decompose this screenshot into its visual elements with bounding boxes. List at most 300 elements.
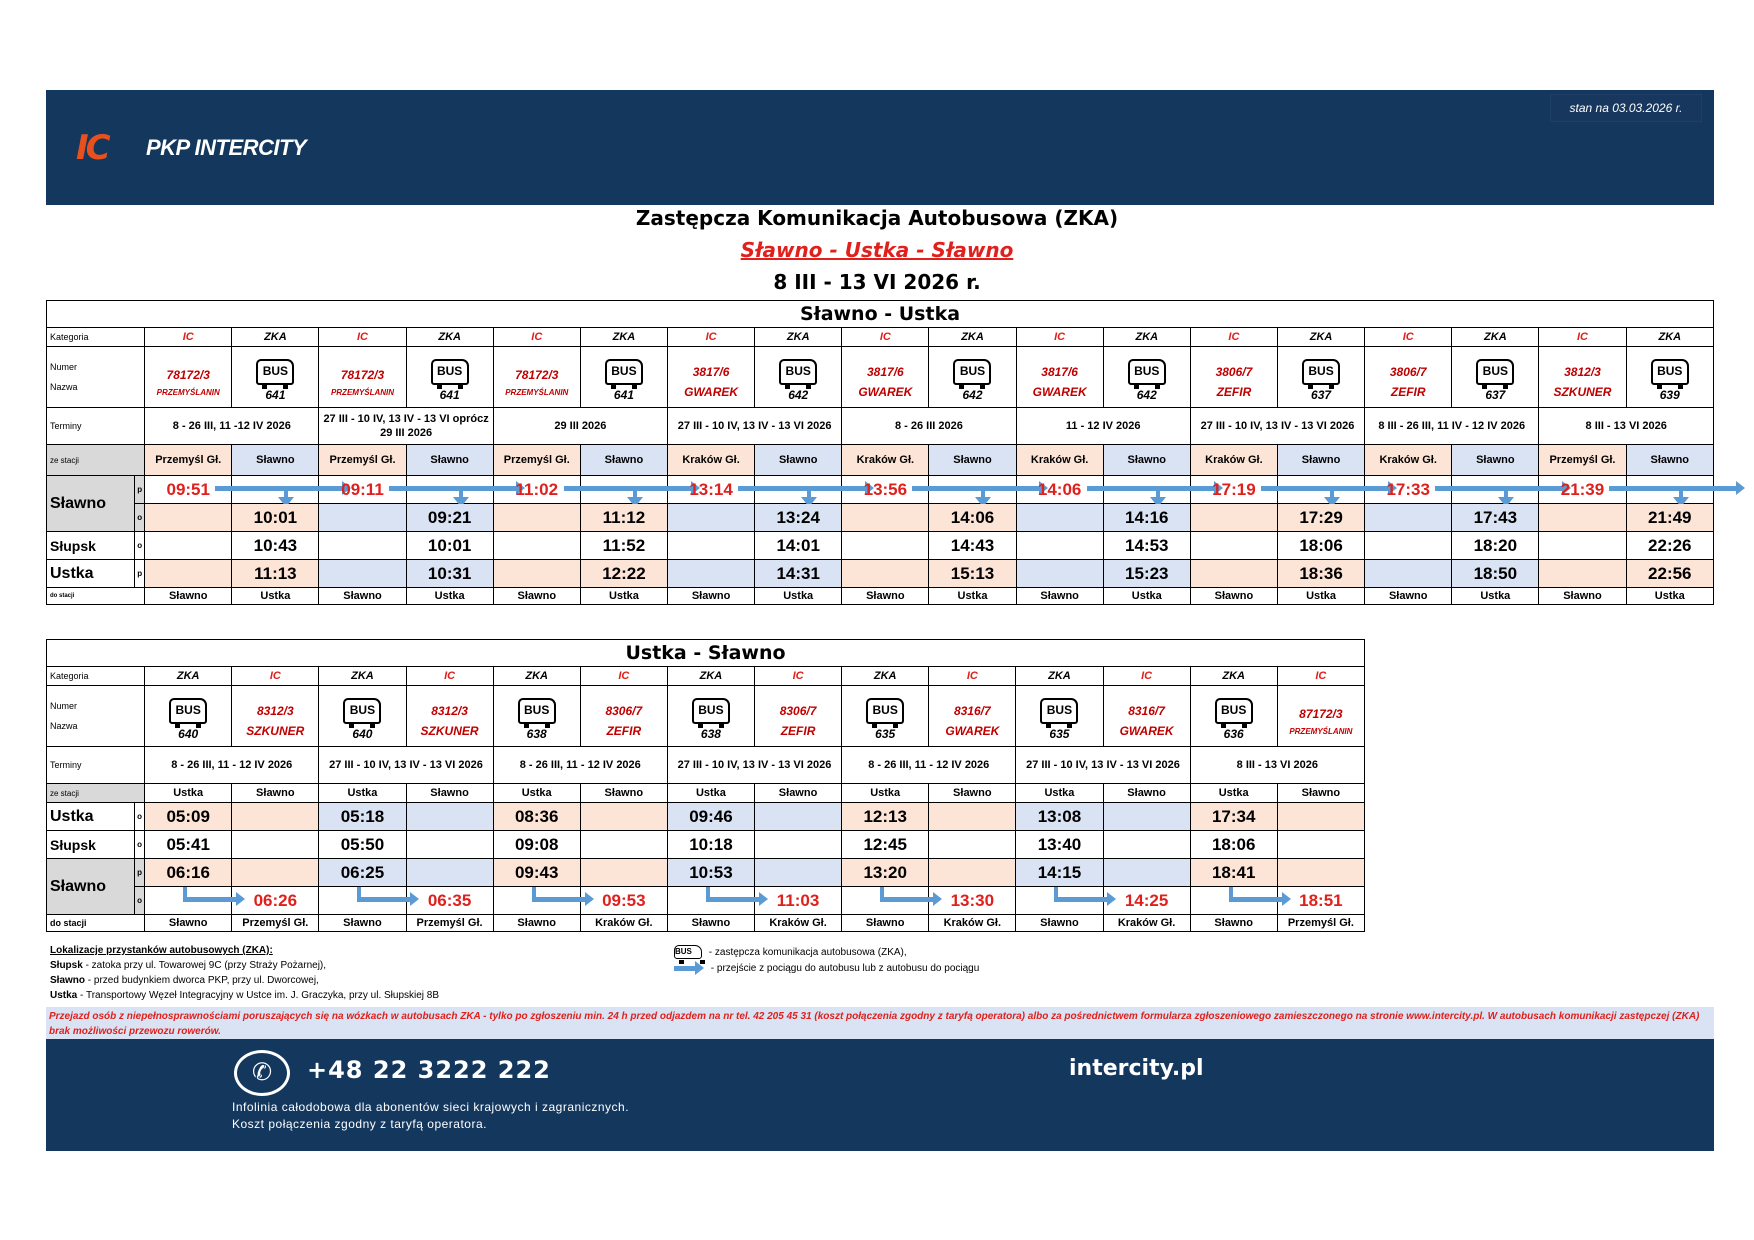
arr-dep-marker: o (135, 803, 145, 831)
train-name: SZKUNER (246, 724, 305, 738)
to-station: Ustka (232, 588, 319, 605)
arr-dep-marker: o (135, 887, 145, 915)
time-cell (667, 831, 754, 859)
to-station: Sławno (319, 915, 406, 932)
time-cell (668, 532, 755, 560)
departure-time: 09:46 (689, 806, 733, 826)
departure-time: 22:56 (1648, 563, 1692, 583)
time-cell (493, 831, 580, 859)
warning-text: Przejazd osób z niepełnosprawnościami poruszających się na wózkach w autobusach ZKA - tylko po zgłoszeniu min. 24 h przed odjazdem na nr tel. 42 205 45 31 (koszt połączenia zgodny z taryfą operatora) albo za pośrednictwem formularza zgłoszeniowego zamieszczonego na stronie www.intercity.pl. W autobusach komunikacji zastępczej (ZKA) brak możliwości przewozu rowerów. (49, 1011, 1700, 1037)
train-name: GWAREK (945, 724, 1000, 738)
locations-heading: Lokalizacje przystanków autobusowych (ZKA): (50, 945, 273, 956)
time-cell (1539, 504, 1626, 532)
arr-dep-marker: o (135, 504, 145, 532)
bus-stop-locations (50, 945, 670, 1001)
terminy-label: Terminy (47, 408, 145, 445)
time-cell (842, 476, 929, 504)
time-cell (667, 859, 754, 887)
time-cell (1103, 859, 1190, 887)
page-title: Zastępcza Komunikacja Autobusowa (ZKA) (635, 206, 1119, 230)
service-dates: 8 III - 13 VI 2026 (1539, 408, 1714, 445)
time-cell (1016, 560, 1103, 588)
train-name: GWAREK (858, 385, 913, 399)
header-banner (46, 90, 1714, 205)
transfer-arrow-down (1504, 486, 1508, 498)
train-number-cell (1016, 686, 1103, 747)
to-station: Sławno (145, 588, 232, 605)
category-cell: ZKA (1277, 328, 1364, 347)
kategoria-label: Kategoria (47, 667, 145, 686)
category-cell: ZKA (1452, 328, 1539, 347)
train-number: 8312/3 (431, 704, 468, 718)
to-station: Przemyśl Gł. (1277, 915, 1364, 932)
time-cell (1626, 532, 1713, 560)
departure-time: 05:41 (166, 834, 210, 854)
train-number: 3817/6 (867, 365, 904, 379)
category-cell: IC (493, 328, 580, 347)
pkp-intercity-logo: IC (76, 128, 108, 168)
from-station: Sławno (580, 445, 667, 476)
bus-icon: BUS (674, 945, 702, 959)
to-station: Sławno (1016, 588, 1103, 605)
time-cell (145, 803, 232, 831)
time-cell (1190, 803, 1277, 831)
train-number-cell (1277, 347, 1364, 408)
bus-number: 639 (1659, 387, 1680, 402)
transfer-arrow-down (1156, 486, 1160, 498)
departure-time: 14:43 (950, 535, 995, 555)
time-cell (406, 803, 493, 831)
time-cell (842, 859, 929, 887)
from-station: Sławno (232, 445, 319, 476)
to-station: Sławno (1539, 588, 1626, 605)
footer-banner (46, 1039, 1714, 1151)
time-cell (493, 887, 580, 915)
time-cell (1539, 560, 1626, 588)
category-cell: ZKA (1103, 328, 1190, 347)
transfer-arrow (1229, 897, 1283, 902)
bus-number: 641 (265, 387, 286, 402)
service-dates: 8 - 26 III 2026 (842, 408, 1016, 445)
time-cell (1365, 504, 1452, 532)
time-cell (319, 859, 406, 887)
transfer-arrow (532, 897, 586, 902)
from-station: Sławno (1626, 445, 1713, 476)
time-cell (842, 887, 929, 915)
to-station: Sławno (1016, 915, 1103, 932)
from-station: Kraków Gł. (842, 445, 929, 476)
time-cell (1190, 859, 1277, 887)
arr-dep-marker: p (135, 859, 145, 887)
from-station: Sławno (755, 784, 842, 803)
legend-bus-text: - zastępcza komunikacja autobusowa (ZKA), (708, 946, 907, 958)
time-cell (232, 560, 319, 588)
hotline-number[interactable]: +48 22 3222 222 (307, 1056, 551, 1084)
time-cell (929, 831, 1016, 859)
time-cell (1539, 476, 1626, 504)
to-station: Sławno (145, 915, 232, 932)
bus-icon: BUS (1128, 359, 1166, 385)
train-number: 3817/6 (692, 365, 730, 379)
train-number-cell (755, 686, 842, 747)
transfer-arrow (357, 897, 411, 902)
train-number-cell (842, 347, 929, 408)
departure-time: 06:16 (166, 862, 210, 882)
to-station: Kraków Gł. (1103, 915, 1190, 932)
time-cell (1016, 504, 1103, 532)
to-station: Sławno (667, 915, 754, 932)
transfer-arrow-down (284, 486, 288, 498)
train-number-cell (755, 347, 842, 408)
train-name: ZEFIR (606, 724, 642, 738)
departure-time: 06:25 (340, 862, 385, 882)
time-cell (1365, 560, 1452, 588)
departure-time: 21:39 (1560, 479, 1605, 499)
category-cell: IC (1016, 328, 1103, 347)
time-cell (1190, 504, 1277, 532)
train-number: 87172/3 (1299, 706, 1343, 721)
departure-time: 11:03 (776, 890, 820, 910)
time-cell (929, 476, 1016, 504)
ustka-location: - Transportowy Węzeł Integracyjny w Ustce im. J. Graczyka, przy ul. Słupskiej 8B (77, 990, 440, 1001)
departure-time: 17:33 (1386, 479, 1430, 499)
time-cell (929, 560, 1016, 588)
to-station: Sławno (668, 588, 755, 605)
time-cell (1277, 560, 1364, 588)
time-cell (145, 532, 232, 560)
time-cell (755, 504, 842, 532)
category-cell: IC (842, 328, 929, 347)
service-dates: 8 - 26 III, 11 -12 IV 2026 (145, 408, 319, 445)
time-cell (580, 532, 667, 560)
brand-name: PKP INTERCITY (146, 135, 307, 160)
bus-number: 635 (1049, 726, 1070, 741)
departure-time: 17:43 (1473, 507, 1518, 527)
bus-icon: BUS (1651, 359, 1689, 385)
bus-icon: BUS (692, 698, 730, 724)
time-cell (929, 504, 1016, 532)
train-name: GWAREK (1032, 385, 1087, 399)
time-cell (319, 887, 406, 915)
transfer-arrow-down (633, 486, 637, 498)
departure-time: 12:45 (863, 834, 907, 854)
to-station: Kraków Gł. (755, 915, 842, 932)
slupsk-label: Słupsk (50, 960, 83, 971)
from-station: Sławno (1277, 784, 1364, 803)
time-cell (755, 887, 842, 915)
numer-nazwa-label (47, 686, 145, 747)
train-number: 3812/3 (1564, 365, 1601, 379)
service-dates: 27 III - 10 IV, 13 IV - 13 VI 2026 (667, 747, 841, 784)
train-number-cell (1190, 347, 1277, 408)
time-cell (493, 504, 580, 532)
time-cell (406, 504, 493, 532)
service-dates: 27 III - 10 IV, 13 IV - 13 VI oprócz 29 III 2026 (319, 408, 493, 445)
kategoria-label: Kategoria (47, 328, 145, 347)
nazwa-label: Nazwa (50, 721, 78, 731)
time-cell (1365, 476, 1452, 504)
category-cell: IC (406, 667, 493, 686)
time-cell (319, 803, 406, 831)
transfer-arrow-down (1330, 486, 1334, 498)
train-number-cell (668, 347, 755, 408)
train-number: 78172/3 (340, 367, 385, 382)
station-name: Ustka (47, 803, 135, 831)
departure-time: 10:01 (427, 535, 472, 555)
time-cell (232, 887, 319, 915)
numer-nazwa-label (47, 347, 145, 408)
time-cell (580, 887, 667, 915)
to-station: Ustka (1452, 588, 1539, 605)
from-station: Sławno (1103, 784, 1190, 803)
departure-time: 14:15 (1037, 862, 1082, 882)
train-number-cell (406, 686, 493, 747)
departure-time: 14:06 (950, 507, 995, 527)
category-cell: ZKA (319, 667, 406, 686)
time-cell (1626, 504, 1713, 532)
terminy-label: Terminy (47, 747, 145, 784)
time-cell (668, 504, 755, 532)
train-number-cell (1539, 347, 1626, 408)
time-cell (145, 859, 232, 887)
from-station: Sławno (406, 784, 493, 803)
train-number-cell (929, 347, 1016, 408)
to-station: Sławno (319, 588, 406, 605)
time-cell (319, 831, 406, 859)
departure-time: 14:25 (1124, 890, 1169, 910)
hotline-info (232, 1099, 629, 1133)
service-dates: 27 III - 10 IV, 13 IV - 13 VI 2026 (319, 747, 493, 784)
to-station: Kraków Gł. (929, 915, 1016, 932)
departure-time: 18:06 (1299, 535, 1343, 555)
time-cell (755, 831, 842, 859)
time-cell (1626, 476, 1713, 504)
time-cell (667, 887, 754, 915)
to-station: Sławno (493, 915, 580, 932)
transfer-arrow-down (1679, 486, 1683, 498)
bus-icon: BUS (953, 359, 991, 385)
time-cell (1190, 887, 1277, 915)
category-cell: IC (1539, 328, 1626, 347)
to-station: Ustka (1103, 588, 1190, 605)
from-station: Ustka (145, 784, 232, 803)
time-cell (406, 831, 493, 859)
timetable-ustka-slawno (46, 639, 1365, 932)
timetable-slawno-ustka (46, 300, 1714, 605)
category-cell: ZKA (406, 328, 493, 347)
legend (674, 945, 1094, 979)
route-title: Sławno - Ustka - Sławno (740, 238, 1014, 262)
departure-time: 09:11 (341, 479, 384, 499)
time-cell (1277, 887, 1364, 915)
departure-time: 15:13 (950, 563, 995, 583)
time-cell (232, 476, 319, 504)
time-cell (1365, 532, 1452, 560)
time-cell (232, 859, 319, 887)
time-cell (1016, 532, 1103, 560)
category-cell: ZKA (493, 667, 580, 686)
train-number: 3806/7 (1215, 365, 1253, 379)
from-station: Sławno (232, 784, 319, 803)
departure-time: 22:26 (1648, 535, 1692, 555)
time-cell (1190, 831, 1277, 859)
time-cell (406, 560, 493, 588)
service-dates: 8 III - 26 III, 11 IV - 12 IV 2026 (1365, 408, 1539, 445)
transfer-arrow (183, 897, 237, 902)
departure-time: 13:20 (863, 862, 907, 882)
train-name: PRZEMYŚLANIN (156, 387, 220, 397)
hotline-info-line1: Infolinia całodobowa dla abonentów sieci krajowych i zagranicznych. (232, 1100, 630, 1114)
service-dates: 8 - 26 III, 11 - 12 IV 2026 (842, 747, 1016, 784)
train-number-cell (145, 347, 232, 408)
time-cell (580, 859, 667, 887)
time-cell (842, 803, 929, 831)
time-cell (1277, 476, 1364, 504)
from-station: Ustka (1016, 784, 1103, 803)
category-cell: ZKA (145, 667, 232, 686)
bus-number: 642 (788, 387, 809, 402)
train-number-cell (232, 686, 319, 747)
from-station: Przemyśl Gł. (493, 445, 580, 476)
departure-time: 17:19 (1212, 479, 1256, 499)
time-cell (145, 831, 232, 859)
time-cell (1626, 560, 1713, 588)
time-cell (232, 532, 319, 560)
departure-time: 14:53 (1125, 535, 1169, 555)
from-station: Ustka (1190, 784, 1277, 803)
category-cell: IC (580, 667, 667, 686)
departure-time: 11:13 (254, 563, 297, 583)
to-station: Sławno (842, 588, 929, 605)
category-cell: ZKA (1016, 667, 1103, 686)
bus-icon: BUS (343, 698, 381, 724)
time-cell (580, 803, 667, 831)
time-cell (493, 859, 580, 887)
time-cell (1103, 560, 1190, 588)
time-cell (406, 476, 493, 504)
time-cell (1452, 560, 1539, 588)
to-station: Ustka (755, 588, 842, 605)
from-station: Sławno (1277, 445, 1364, 476)
from-station-label: ze stacji (47, 784, 145, 803)
bus-icon: BUS (431, 359, 469, 385)
category-cell: IC (145, 328, 232, 347)
departure-time: 06:35 (427, 890, 472, 910)
from-station: Sławno (406, 445, 493, 476)
train-number: 8316/7 (1128, 704, 1165, 718)
departure-time: 05:18 (340, 806, 385, 826)
time-cell (580, 831, 667, 859)
departure-time: 11:02 (515, 479, 559, 499)
time-cell (755, 859, 842, 887)
time-cell (755, 532, 842, 560)
train-number: 3817/6 (1041, 365, 1078, 379)
bus-icon: BUS (779, 359, 817, 385)
departure-time: 14:01 (776, 535, 820, 555)
departure-time: 18:06 (1211, 834, 1256, 854)
from-station: Przemyśl Gł. (1539, 445, 1626, 476)
time-cell (1539, 532, 1626, 560)
departure-time: 10:01 (253, 507, 298, 527)
bus-icon: BUS (1215, 698, 1253, 724)
departure-time: 09:43 (514, 862, 559, 882)
train-number-cell (1626, 347, 1713, 408)
bus-number: 642 (962, 387, 983, 402)
transfer-arrow (1054, 897, 1108, 902)
bus-number: 642 (1136, 387, 1157, 402)
time-cell (232, 504, 319, 532)
from-station-label: ze stacji (47, 445, 145, 476)
category-cell: IC (232, 667, 319, 686)
time-cell (929, 803, 1016, 831)
time-cell (842, 831, 929, 859)
time-cell (842, 504, 929, 532)
departure-time: 09:21 (427, 507, 472, 527)
train-number: 8316/7 (953, 704, 991, 718)
time-cell (493, 560, 580, 588)
train-number-cell (1277, 686, 1364, 747)
time-cell (755, 476, 842, 504)
from-station: Kraków Gł. (1016, 445, 1103, 476)
bus-number: 636 (1223, 726, 1244, 741)
time-cell (1452, 476, 1539, 504)
to-station-label: do stacji (47, 915, 145, 932)
time-cell (1016, 831, 1103, 859)
time-cell (319, 504, 406, 532)
time-cell (1190, 532, 1277, 560)
departure-time: 09:08 (514, 834, 559, 854)
transfer-arrow-down (981, 486, 985, 498)
train-number: 78172/3 (166, 367, 210, 382)
from-station: Sławno (580, 784, 667, 803)
slupsk-location: - zatoka przy ul. Towarowej 9C (przy Straży Pożarnej), (82, 960, 327, 971)
to-station: Sławno (1190, 915, 1277, 932)
departure-time: 18:50 (1473, 563, 1518, 583)
section-title: Sławno - Ustka (47, 301, 1714, 328)
from-station: Sławno (755, 445, 842, 476)
category-cell: IC (755, 667, 842, 686)
website-link[interactable]: intercity.pl (1069, 1056, 1204, 1081)
time-cell (1103, 803, 1190, 831)
from-station: Ustka (842, 784, 929, 803)
departure-time: 12:13 (863, 806, 907, 826)
train-name: ZEFIR (1390, 385, 1426, 399)
departure-time: 06:26 (253, 890, 298, 910)
to-station: Ustka (929, 588, 1016, 605)
time-cell (406, 532, 493, 560)
departure-time: 13:30 (950, 890, 995, 910)
train-number: 3806/7 (1389, 365, 1427, 379)
time-cell (1452, 504, 1539, 532)
train-number-cell (493, 686, 580, 747)
category-cell: IC (929, 667, 1016, 686)
category-cell: ZKA (232, 328, 319, 347)
section-title: Ustka - Sławno (47, 640, 1365, 667)
time-cell (232, 831, 319, 859)
to-station: Sławno (1190, 588, 1277, 605)
departure-time: 10:53 (689, 862, 733, 882)
time-cell (1277, 532, 1364, 560)
category-cell: IC (1365, 328, 1452, 347)
train-number-cell (145, 686, 232, 747)
time-cell (1016, 803, 1103, 831)
accessibility-warning (46, 1007, 1714, 1039)
to-station: Ustka (1626, 588, 1713, 605)
bus-icon: BUS (256, 359, 294, 385)
train-number: 8306/7 (779, 704, 817, 718)
period-title: 8 III - 13 VI 2026 r. (773, 270, 981, 294)
from-station: Kraków Gł. (1190, 445, 1277, 476)
